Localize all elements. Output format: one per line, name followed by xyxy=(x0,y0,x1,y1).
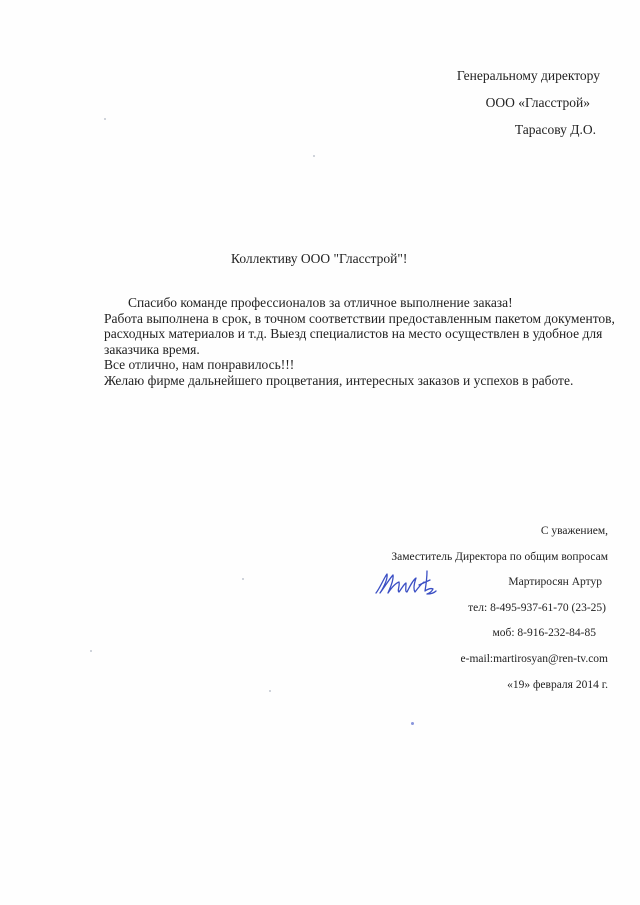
addressee-block xyxy=(457,62,604,143)
handwritten-signature-icon xyxy=(372,566,444,600)
letter-date: «19» февраля 2014 г. xyxy=(507,678,608,691)
scan-speck xyxy=(104,118,106,120)
body-line: расходных материалов и т.д. Выезд специалистов на место осуществлен в удобное для xyxy=(104,326,603,342)
scan-speck xyxy=(242,578,244,580)
letter-body xyxy=(104,295,624,389)
signer-mobile: моб: 8-916-232-84-85 xyxy=(492,627,596,640)
body-line: заказчика время. xyxy=(104,341,200,357)
addressee-company: ООО «Гласстрой» xyxy=(485,95,590,110)
signature-block xyxy=(391,519,608,698)
addressee-position: Генеральному директору xyxy=(456,68,600,83)
signer-name: Мартиросян Артур xyxy=(508,576,602,589)
closing-regards: С уважением, xyxy=(540,525,608,537)
signer-phone: тел: 8-495-937-61-70 (23-25) xyxy=(468,601,606,614)
signer-title: Заместитель Директора по общим вопросам xyxy=(391,550,608,563)
body-line: Все отлично, нам понравилось!!! xyxy=(104,357,295,373)
scan-speck xyxy=(269,690,271,692)
signer-email: e-mail:martirosyan@ren-tv.com xyxy=(460,652,608,665)
scan-speck xyxy=(313,155,315,157)
scan-speck xyxy=(90,650,92,652)
body-line: Желаю фирме дальнейшего процветания, интересных заказов и успехов в работе. xyxy=(104,372,574,388)
addressee-name: Тарасову Д.О. xyxy=(514,122,596,137)
salutation: Коллективу ООО "Гласстрой"! xyxy=(231,251,408,266)
body-line: Работа выполнена в срок, в точном соответствии предоставленным пакетом документов, xyxy=(104,310,615,326)
scan-speck xyxy=(411,722,414,725)
body-line: Спасибо команде профессионалов за отличное выполнение заказа! xyxy=(128,295,513,310)
